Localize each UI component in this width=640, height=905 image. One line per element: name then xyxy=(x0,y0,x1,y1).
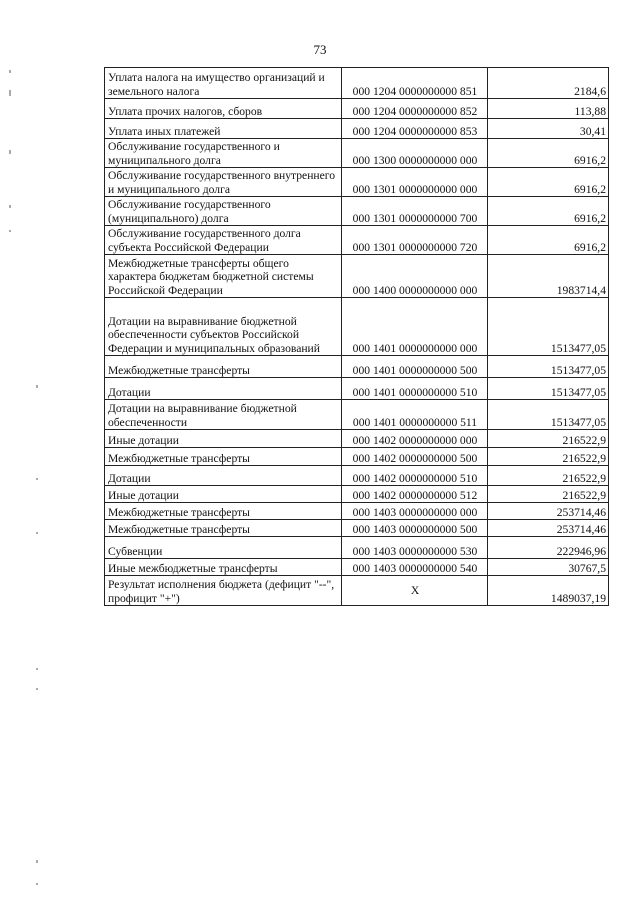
row-code: 000 1204 0000000000 852 xyxy=(342,99,488,119)
row-name: Уплата иных платежей xyxy=(105,119,342,139)
row-name: Межбюджетные трансферты общего характера бюджетам бюджетной системы Российской Федерации xyxy=(105,255,342,298)
table-row xyxy=(105,430,609,448)
row-code: 000 1402 0000000000 510 xyxy=(342,466,488,486)
row-code: 000 1403 0000000000 530 xyxy=(342,537,488,559)
table-row xyxy=(105,537,609,559)
row-value: 6916,2 xyxy=(488,139,609,168)
row-value: 216522,9 xyxy=(488,466,609,486)
row-value: 216522,9 xyxy=(488,430,609,448)
table-row xyxy=(105,99,609,119)
row-name: Обслуживание государственного внутреннего и муниципального долга xyxy=(105,168,342,197)
row-code: 000 1402 0000000000 500 xyxy=(342,448,488,466)
row-name: Субвенции xyxy=(105,537,342,559)
row-code: 000 1403 0000000000 500 xyxy=(342,520,488,537)
row-code: 000 1400 0000000000 000 xyxy=(342,255,488,298)
table-row xyxy=(105,378,609,400)
row-code: X xyxy=(342,576,488,606)
row-value: 1513477,05 xyxy=(488,378,609,400)
table-row xyxy=(105,503,609,520)
row-code: 000 1401 0000000000 000 xyxy=(342,298,488,356)
row-code: 000 1204 0000000000 853 xyxy=(342,119,488,139)
table-row xyxy=(105,68,609,99)
row-value: 216522,9 xyxy=(488,448,609,466)
row-value: 6916,2 xyxy=(488,168,609,197)
table-row xyxy=(105,298,609,356)
row-value: 30,41 xyxy=(488,119,609,139)
row-name: Обслуживание государственного долга субъекта Российской Федерации xyxy=(105,226,342,255)
table-row xyxy=(105,119,609,139)
row-value: 253714,46 xyxy=(488,520,609,537)
row-value: 2184,6 xyxy=(488,68,609,99)
row-name: Иные дотации xyxy=(105,486,342,503)
row-code: 000 1301 0000000000 000 xyxy=(342,168,488,197)
table-row xyxy=(105,255,609,298)
table-row xyxy=(105,486,609,503)
row-name: Межбюджетные трансферты xyxy=(105,448,342,466)
row-name: Дотации xyxy=(105,466,342,486)
row-code: 000 1401 0000000000 511 xyxy=(342,400,488,430)
table-row xyxy=(105,226,609,255)
page-number: 73 xyxy=(313,42,327,57)
row-name: Дотации на выравнивание бюджетной обеспеченности субъектов Российской Федерации и муниципальных образований xyxy=(105,298,342,356)
row-code: 000 1401 0000000000 510 xyxy=(342,378,488,400)
table-row xyxy=(105,576,609,606)
row-name: Обслуживание государственного и муниципального долга xyxy=(105,139,342,168)
table-row xyxy=(105,139,609,168)
row-name: Иные межбюджетные трансферты xyxy=(105,559,342,576)
table-row xyxy=(105,356,609,378)
table-row xyxy=(105,520,609,537)
row-code: 000 1402 0000000000 000 xyxy=(342,430,488,448)
table-row xyxy=(105,559,609,576)
table-row xyxy=(105,466,609,486)
scan-margin-marks xyxy=(0,0,40,905)
budget-table xyxy=(104,67,609,606)
row-name: Результат исполнения бюджета (дефицит "--", профицит "+") xyxy=(105,576,342,606)
table-row xyxy=(105,197,609,226)
row-value: 1489037,19 xyxy=(488,576,609,606)
row-value: 6916,2 xyxy=(488,197,609,226)
table-row xyxy=(105,400,609,430)
row-name: Обслуживание государственного (муниципального) долга xyxy=(105,197,342,226)
row-value: 1513477,05 xyxy=(488,400,609,430)
row-value: 1983714,4 xyxy=(488,255,609,298)
row-value: 113,88 xyxy=(488,99,609,119)
row-code: 000 1204 0000000000 851 xyxy=(342,68,488,99)
row-name: Межбюджетные трансферты xyxy=(105,503,342,520)
row-value: 253714,46 xyxy=(488,503,609,520)
row-value: 222946,96 xyxy=(488,537,609,559)
row-code: 000 1301 0000000000 700 xyxy=(342,197,488,226)
row-name: Межбюджетные трансферты xyxy=(105,520,342,537)
row-name: Дотации на выравнивание бюджетной обеспеченности xyxy=(105,400,342,430)
table-row xyxy=(105,448,609,466)
row-value: 1513477,05 xyxy=(488,356,609,378)
row-value: 1513477,05 xyxy=(488,298,609,356)
row-value: 216522,9 xyxy=(488,486,609,503)
row-code: 000 1403 0000000000 540 xyxy=(342,559,488,576)
row-name: Межбюджетные трансферты xyxy=(105,356,342,378)
row-name: Иные дотации xyxy=(105,430,342,448)
row-value: 30767,5 xyxy=(488,559,609,576)
row-name: Уплата налога на имущество организаций и земельного налога xyxy=(105,68,342,99)
row-name: Дотации xyxy=(105,378,342,400)
row-code: 000 1402 0000000000 512 xyxy=(342,486,488,503)
row-name: Уплата прочих налогов, сборов xyxy=(105,99,342,119)
row-code: 000 1401 0000000000 500 xyxy=(342,356,488,378)
table-row xyxy=(105,168,609,197)
row-value: 6916,2 xyxy=(488,226,609,255)
row-code: 000 1403 0000000000 000 xyxy=(342,503,488,520)
row-code: 000 1301 0000000000 720 xyxy=(342,226,488,255)
row-code: 000 1300 0000000000 000 xyxy=(342,139,488,168)
